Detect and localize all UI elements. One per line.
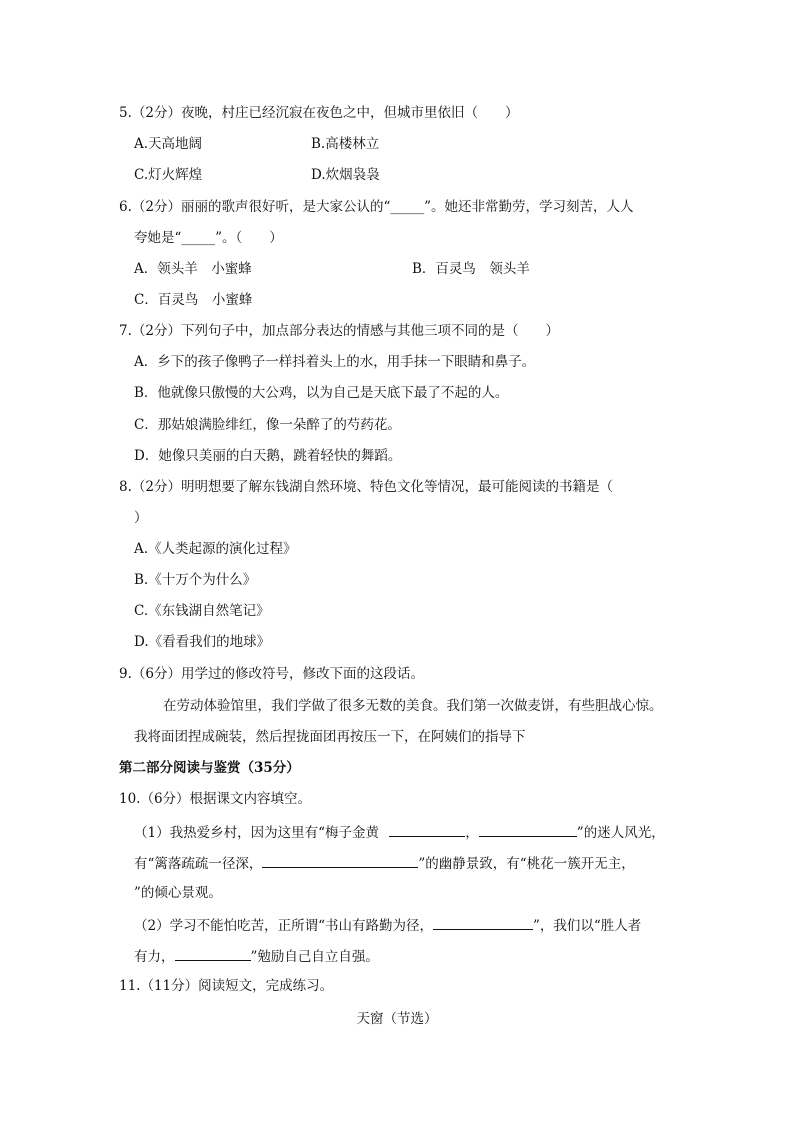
q8-option-d: D.《看看我们的地球》 xyxy=(134,634,271,650)
q10-part1-line2 xyxy=(134,853,635,873)
q10-part2-text-d: ”勉励自己自立自强。 xyxy=(250,949,379,965)
q10-part2-line1 xyxy=(134,915,641,935)
q10-part1-line1 xyxy=(134,822,665,842)
q7-option-b: B．他就像只傲慢的大公鸡，以为自己是天底下最了不起的人。 xyxy=(134,385,509,401)
q8-stem-line2: ） xyxy=(134,510,148,526)
q5-stem: 5.（2分）夜晚，村庄已经沉寂在夜色之中，但城市里依旧（ ） xyxy=(119,105,519,121)
q10-part1-line3 xyxy=(134,884,222,902)
q9-paragraph-line1: 在劳动体验馆里，我们学做了很多无数的美食。我们第一次做麦饼，有些胆战心惊。 xyxy=(163,698,663,714)
q8-option-a: A.《人类起源的演化过程》 xyxy=(134,541,297,557)
answer-blank[interactable] xyxy=(389,822,465,837)
q5-option-a: A.天高地阔 xyxy=(134,136,203,152)
q10-part1-text-c: ”的迷人风光， xyxy=(576,825,665,841)
q10-part2-line2 xyxy=(134,946,379,966)
q5-option-c: C.灯火辉煌 xyxy=(134,167,203,183)
q11-stem: 11.（11分）阅读短文，完成练习。 xyxy=(119,978,334,994)
q7-option-c: C．那姑娘满脸绯红，像一朵醉了的芍药花。 xyxy=(134,417,401,433)
q10-part1-text-b: ， xyxy=(465,825,479,841)
section-heading: 第二部分阅读与鉴赏（35分） xyxy=(119,760,300,776)
q9-stem: 9.（6分）用学过的修改符号，修改下面的这段话。 xyxy=(119,666,424,682)
q7-option-a: A．乡下的孩子像鸭子一样抖着头上的水，用手抹一下眼睛和鼻子。 xyxy=(134,354,536,370)
answer-blank[interactable] xyxy=(175,946,251,961)
q7-stem: 7.（2分）下列句子中，加点部分表达的情感与其他三项不同的是（ ） xyxy=(119,323,559,339)
q8-option-c: C.《东钱湖自然笔记》 xyxy=(134,603,270,619)
q10-part1-text-d: 有“篱落疏疏一径深， xyxy=(134,856,263,872)
q5-option-d: D.炊烟袅袅 xyxy=(311,167,380,183)
q6-stem-line1: 6.（2分）丽丽的歌声很好听，是大家公认的“_____”。她还非常勤劳，学习刻苦，人人 xyxy=(119,199,634,215)
answer-blank[interactable] xyxy=(479,822,577,837)
q10-part2-text-c: 有力， xyxy=(134,949,175,965)
q6-option-a: A．领头羊 小蜜蜂 xyxy=(134,261,252,277)
q5-option-b: B.高楼林立 xyxy=(311,136,380,152)
q10-stem: 10.（6分）根据课文内容填空。 xyxy=(119,791,312,807)
q6-option-b: B．百灵鸟 领头羊 xyxy=(412,261,530,277)
q10-part1-text-f: ”的倾心景观。 xyxy=(134,885,222,901)
answer-blank[interactable] xyxy=(433,915,533,930)
q9-paragraph-line2: 我将面团捏成碗装，然后捏拢面团再按压一下，在阿姨们的指导下 xyxy=(134,729,526,745)
q10-part1-text-e: ”的幽静景致，有“桃花一簇开无主， xyxy=(418,856,635,872)
q6-stem-line2: 夸她是“_____”。（ ） xyxy=(134,230,283,246)
q10-part2-text-b: ”，我们以“胜人者 xyxy=(533,918,642,934)
q8-option-b: B.《十万个为什么》 xyxy=(134,572,257,588)
answer-blank[interactable] xyxy=(262,853,418,868)
passage-title: 天窗（节选） xyxy=(356,1011,438,1027)
q10-part1-text-a: （1）我热爱乡村，因为这里有“梅子金黄 xyxy=(134,825,379,841)
q8-stem-line1: 8.（2分）明明想要了解东钱湖自然环境、特色文化等情况，最可能阅读的书籍是（ xyxy=(119,479,613,495)
q10-part2-text-a: （2）学习不能怕吃苦，正所谓“书山有路勤为径， xyxy=(134,918,433,934)
q7-option-d: D．她像只美丽的白天鹅，跳着轻快的舞蹈。 xyxy=(134,448,402,464)
q6-option-c: C．百灵鸟 小蜜蜂 xyxy=(134,292,253,308)
